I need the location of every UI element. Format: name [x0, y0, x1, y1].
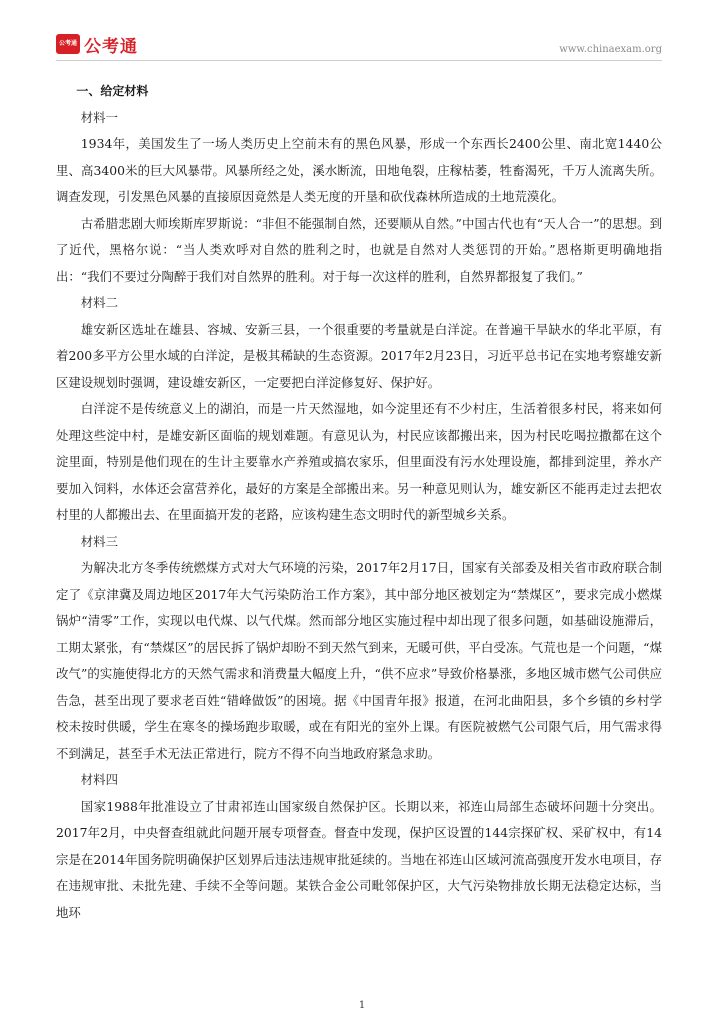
- material-2-paragraph-2: 白洋淀不是传统意义上的湖泊，而是一片天然湿地，如今淀里还有不少村庄，生活着很多村民，将来如何处理这些淀中村，是雄安新区面临的规划难题。有意见认为，村民应该都搬出来，因为村民吃喝拉撒都在这个淀里面，特别是他们现在的生计主要靠水产养殖或搞农家乐，但里面没有污水处理设施，都排到淀里，养水产要加入饲料，水体还会富营养化，最好的方案是全部搬出来。另一种意见则认为，雄安新区不能再走过去把农村里的人都搬出去、在里面搞开发的老路，应该构建生态文明时代的新型城乡关系。: [56, 401, 662, 522]
- page-header: [56, 32, 662, 61]
- material-1-paragraph-2: 古希腊悲剧大师埃斯库罗斯说：“非但不能强制自然，还要顺从自然。”中国古代也有“天人合一”的思想。到了近代，黑格尔说：“当人类欢呼对自然的胜利之时，也就是自然对人类惩罚的开始。”恩格斯更明确地指出：“我们不要过分陶醉于我们对自然界的胜利。对于每一次这样的胜利，自然界都报复了我们。”: [56, 215, 662, 284]
- material-2-paragraph-1: 雄安新区选址在雄县、容城、安新三县，一个很重要的考量就是白洋淀。在普遍干旱缺水的华北平原，有着200多平方公里水域的白洋淀，是极其稀缺的生态资源。2017年2月23日，习近平总书记在实地考察雄安新区建设规划时强调，建设雄安新区，一定要把白洋淀修复好、保护好。: [56, 321, 662, 390]
- material-1-title: 材料一: [80, 109, 118, 125]
- material-1-paragraph-1: 1934年，美国发生了一场人类历史上空前未有的黑色风暴，形成一个东西长2400公里、南北宽1440公里、高3400米的巨大风暴带。风暴所经之处，溪水断流，田地龟裂，庄稼枯萎，牲畜渴死，千万人流离失所。调查发现，引发黑色风暴的直接原因竟然是人类无度的开垦和砍伐森林所造成的土地荒漠化。: [56, 136, 662, 204]
- logo-badge-icon: 公考通: [56, 34, 80, 54]
- material-4-title: 材料四: [80, 772, 118, 787]
- document-body: [56, 78, 662, 926]
- site-url[interactable]: www.chinaexam.org: [559, 44, 662, 55]
- material-3-title: 材料三: [80, 533, 118, 549]
- material-4-paragraph-1: 国家1988年批准设立了甘肃祁连山国家级自然保护区。长期以来，祁连山局部生态破坏问题十分突出。2017年2月，中央督查组就此问题开展专项督查。督查中发现，保护区设置的144宗探矿权、采矿权中，有14宗是在2014年国务院明确保护区划界后违法违规审批延续的。当地在祁连山区域河流高强度开发水电项目，存在违规审批、未批先建、手续不全等问题。某铁合金公司毗邻保护区，大气污染物排放长期无法稳定达标，当地环: [56, 798, 662, 920]
- logo[interactable]: [56, 32, 138, 56]
- material-2-title: 材料二: [80, 295, 118, 310]
- page-number: 1: [358, 1000, 366, 1011]
- material-3-paragraph-1: 为解决北方冬季传统燃煤方式对大气环境的污染，2017年2月17日，国家有关部委及相关省市政府联合制定了《京津冀及周边地区2017年大气污染防治工作方案》，其中部分地区被划定为“禁煤区”，要求完成小燃煤锅炉“清零”工作，实现以电代煤、以气代煤。然而部分地区实施过程中却出现了很多问题，如基础设施滞后，工期太紧张，有“禁煤区”的居民拆了锅炉却盼不到天然气到来，无暖可供，平白受冻。气荒也是一个问题，“煤改气”的实施使得北方的天然气需求和消费量大幅度上升，“供不应求”导致价格暴涨，多地区城市燃气公司供应告急，甚至出现了要求老百姓“错峰做饭”的困境。据《中国青年报》报道，在河北曲阳县，多个乡镇的乡村学校未按时供暖，学生在寒冬的操场跑步取暖，或在有阳光的室外上课。有医院被燃气公司限气后，用气需求得不到满足，甚至手术无法正常进行，院方不得不向当地政府紧急求助。: [56, 560, 662, 761]
- logo-text: 公考通: [84, 36, 138, 57]
- section-title: 一、给定材料: [76, 84, 149, 98]
